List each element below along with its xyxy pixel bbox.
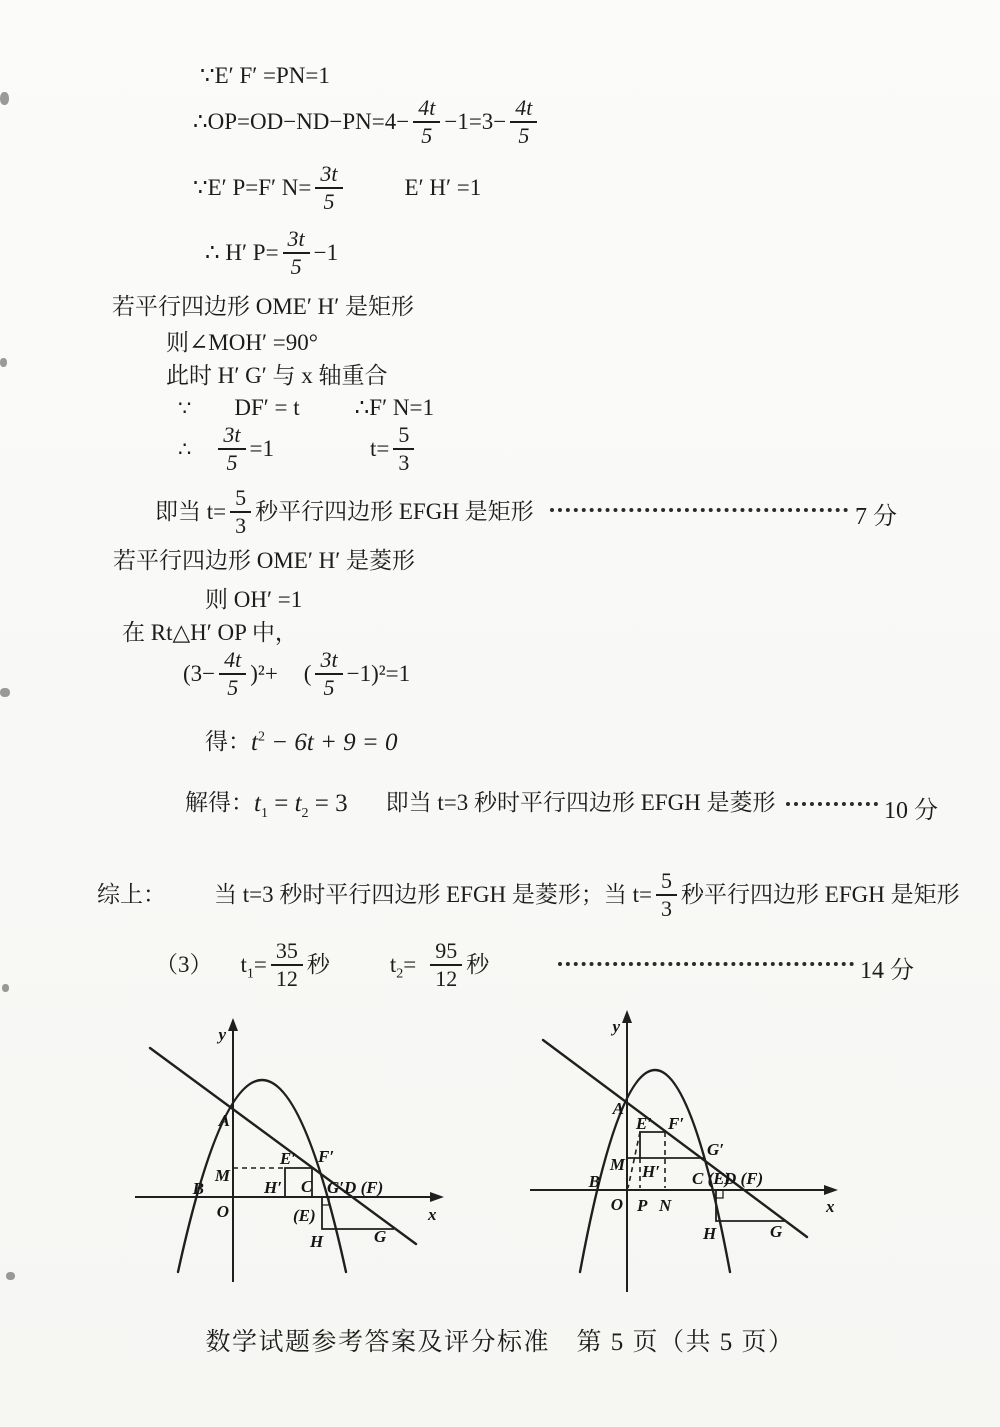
point-label-H-prime: H′ (263, 1178, 282, 1197)
fraction: $\frac{4t}{5}$ (219, 649, 246, 700)
unit-text: 秒 (306, 952, 330, 978)
point-label-A: A (218, 1111, 230, 1130)
formula-line-8 (178, 394, 434, 423)
axis-label-x: x (428, 1205, 437, 1224)
dashed-E-O (628, 1132, 640, 1188)
answer-line-part3 (155, 940, 489, 991)
point-label-B: B (588, 1172, 600, 1191)
statement-text: 即当 t=3 秒时平行四边形 EFGH 是菱形 (385, 790, 776, 816)
solution-line (185, 788, 776, 819)
point-label-N: N (659, 1196, 672, 1215)
point-label-G-prime: G′ (707, 1140, 725, 1159)
formula-text: ∴F′ N=1 (354, 395, 434, 420)
square-EF-top (640, 1132, 665, 1158)
statement-text: 综上： (97, 882, 166, 908)
statement-line-angle (166, 329, 318, 358)
statement-text: 若平行四边形 OME′ H′ 是矩形 (112, 294, 415, 319)
formula-text: t= (369, 436, 390, 462)
scan-artifact (0, 358, 7, 367)
y-axis-arrow (622, 1010, 632, 1023)
page-footer: 数学试题参考答案及评分标准 第 5 页（共 5 页） (205, 1329, 795, 1356)
statement-text: 在 Rt△H′ OP 中， (122, 620, 298, 645)
point-label-B: B (192, 1179, 204, 1198)
statement-line-oh (205, 586, 302, 615)
point-label-A: A (612, 1099, 624, 1118)
fraction: $\frac{35}{12}$ (271, 940, 303, 991)
point-label-M: M (609, 1155, 625, 1174)
formula-text: ∴OP=OD−ND−PN=4− (193, 109, 410, 135)
point-label-F-prime: F′ (318, 1147, 335, 1166)
dotted-leader (550, 508, 848, 512)
fraction: $\frac{3t}{5}$ (283, 228, 310, 279)
axis-label-x: x (826, 1197, 835, 1216)
summary-line (97, 870, 960, 921)
formula-text: −1=3− (444, 109, 507, 135)
statement-line-rhombus-condition (113, 547, 415, 576)
point-label-D-F: D (F) (724, 1169, 764, 1188)
fraction: $\frac{3t}{5}$ (315, 649, 342, 700)
statement-text: 秒平行四边形 EFGH 是矩形 (681, 882, 960, 908)
formula-text: ∵E′ F′ =PN=1 (200, 63, 330, 88)
line-AD (150, 1048, 416, 1244)
statement-line-coincide (166, 362, 388, 391)
formula-line-9 (178, 424, 418, 475)
formula-line-4 (205, 228, 338, 279)
formula-text: E′ H′ =1 (404, 175, 482, 201)
formula-text: −1 (313, 240, 339, 266)
scan-artifact (2, 984, 9, 992)
point-label-O: O (610, 1195, 623, 1214)
point-label-G: G (770, 1222, 783, 1241)
axis-label-y: y (218, 1025, 226, 1044)
statement-text: 则∠MOH′ =90° (166, 330, 318, 355)
score-10-points: 10 分 (884, 798, 938, 824)
fraction: $\frac{5}{3}$ (656, 870, 677, 921)
score-14-points: 14 分 (860, 958, 914, 984)
formula-text: ∴ H′ P= (205, 240, 279, 266)
formula-text: DF′ = t (234, 395, 300, 420)
line-AD (543, 1040, 807, 1237)
statement-text: 此时 H′ G′ 与 x 轴重合 (166, 363, 388, 388)
y-axis-arrow (228, 1018, 238, 1031)
fraction: $\frac{5}{3}$ (230, 487, 251, 538)
axis-label-y: y (612, 1017, 620, 1036)
figure-right-parabola-diagram (500, 1000, 880, 1300)
formula-text: −1)²=1 (346, 661, 411, 687)
scan-artifact (0, 688, 10, 697)
formula-text: =1 (249, 436, 274, 462)
point-label-F-prime: F′ (668, 1114, 685, 1133)
point-label-G: G (374, 1227, 387, 1246)
statement-text: 解得： (185, 790, 254, 816)
formula-line-2 (193, 97, 541, 148)
dotted-leader (786, 802, 878, 806)
point-label-E-prime: E′ (635, 1114, 652, 1133)
dotted-leader (558, 962, 854, 966)
statement-text: 即当 t= (155, 499, 227, 525)
equation-quadratic: $t^2 - 6t + 9 = 0$ (251, 729, 398, 756)
statement-text: 得： (205, 729, 251, 755)
statement-text: 当 t=3 秒时平行四边形 EFGH 是菱形；当 t= (214, 882, 653, 908)
equation-roots: $t_1 = t_2 = 3$ (254, 790, 348, 821)
x-axis-arrow (430, 1192, 444, 1202)
statement-text: 若平行四边形 OME′ H′ 是菱形 (113, 548, 416, 573)
point-label-E-prime: E′ (279, 1149, 296, 1168)
point-label-H: H (703, 1224, 717, 1243)
formula-text: ∵E′ P=F′ N= (193, 175, 312, 201)
statement-text: 则 OH′ =1 (205, 587, 303, 612)
point-label-E-paren: (E) (293, 1206, 316, 1225)
fraction: $\frac{5}{3}$ (393, 424, 414, 475)
point-label-C: C (301, 1177, 313, 1196)
formula-line-14 (183, 649, 410, 700)
fraction: $\frac{4t}{5}$ (510, 97, 537, 148)
formula-text: (3− (183, 661, 216, 687)
point-label-H: H (310, 1232, 324, 1251)
scan-artifact (6, 1272, 15, 1280)
fraction: $\frac{4t}{5}$ (413, 97, 440, 148)
score-7-points: 7 分 (855, 504, 897, 530)
therefore-symbol: ∴ (178, 437, 193, 462)
formula-text: )²+ (250, 661, 278, 687)
formula-text: $t_2=$ (389, 952, 417, 982)
point-label-G-prime-D-F: G′D (F) (327, 1178, 384, 1197)
point-label-H-prime: H′ (642, 1162, 661, 1181)
conclusion-line-rectangle (155, 487, 534, 538)
fraction: $\frac{95}{12}$ (430, 940, 462, 991)
point-label-O: O (216, 1202, 229, 1221)
point-label-M: M (214, 1166, 230, 1185)
point-label-C-E: C (E) (692, 1169, 731, 1188)
statement-text: 秒平行四边形 EFGH 是矩形 (255, 499, 534, 525)
statement-line-rect-condition (112, 293, 414, 322)
statement-line-triangle (122, 619, 298, 648)
scan-artifact (0, 92, 9, 105)
figure-left-parabola-diagram (110, 1010, 470, 1290)
unit-text: 秒 (466, 952, 490, 978)
because-symbol: ∵ (178, 396, 193, 421)
part-number: （3） (155, 952, 213, 978)
x-axis-arrow (824, 1185, 838, 1195)
formula-line-3 (193, 163, 481, 214)
right-angle-mark (716, 1191, 723, 1198)
fraction: $\frac{3t}{5}$ (315, 163, 342, 214)
formula-line-1 (200, 62, 330, 91)
formula-text: ( (303, 661, 312, 687)
formula-line-15 (205, 727, 398, 758)
point-label-P: P (637, 1196, 648, 1215)
formula-text: $t_1=$ (240, 952, 267, 982)
fraction: $\frac{3t}{5}$ (218, 424, 245, 475)
